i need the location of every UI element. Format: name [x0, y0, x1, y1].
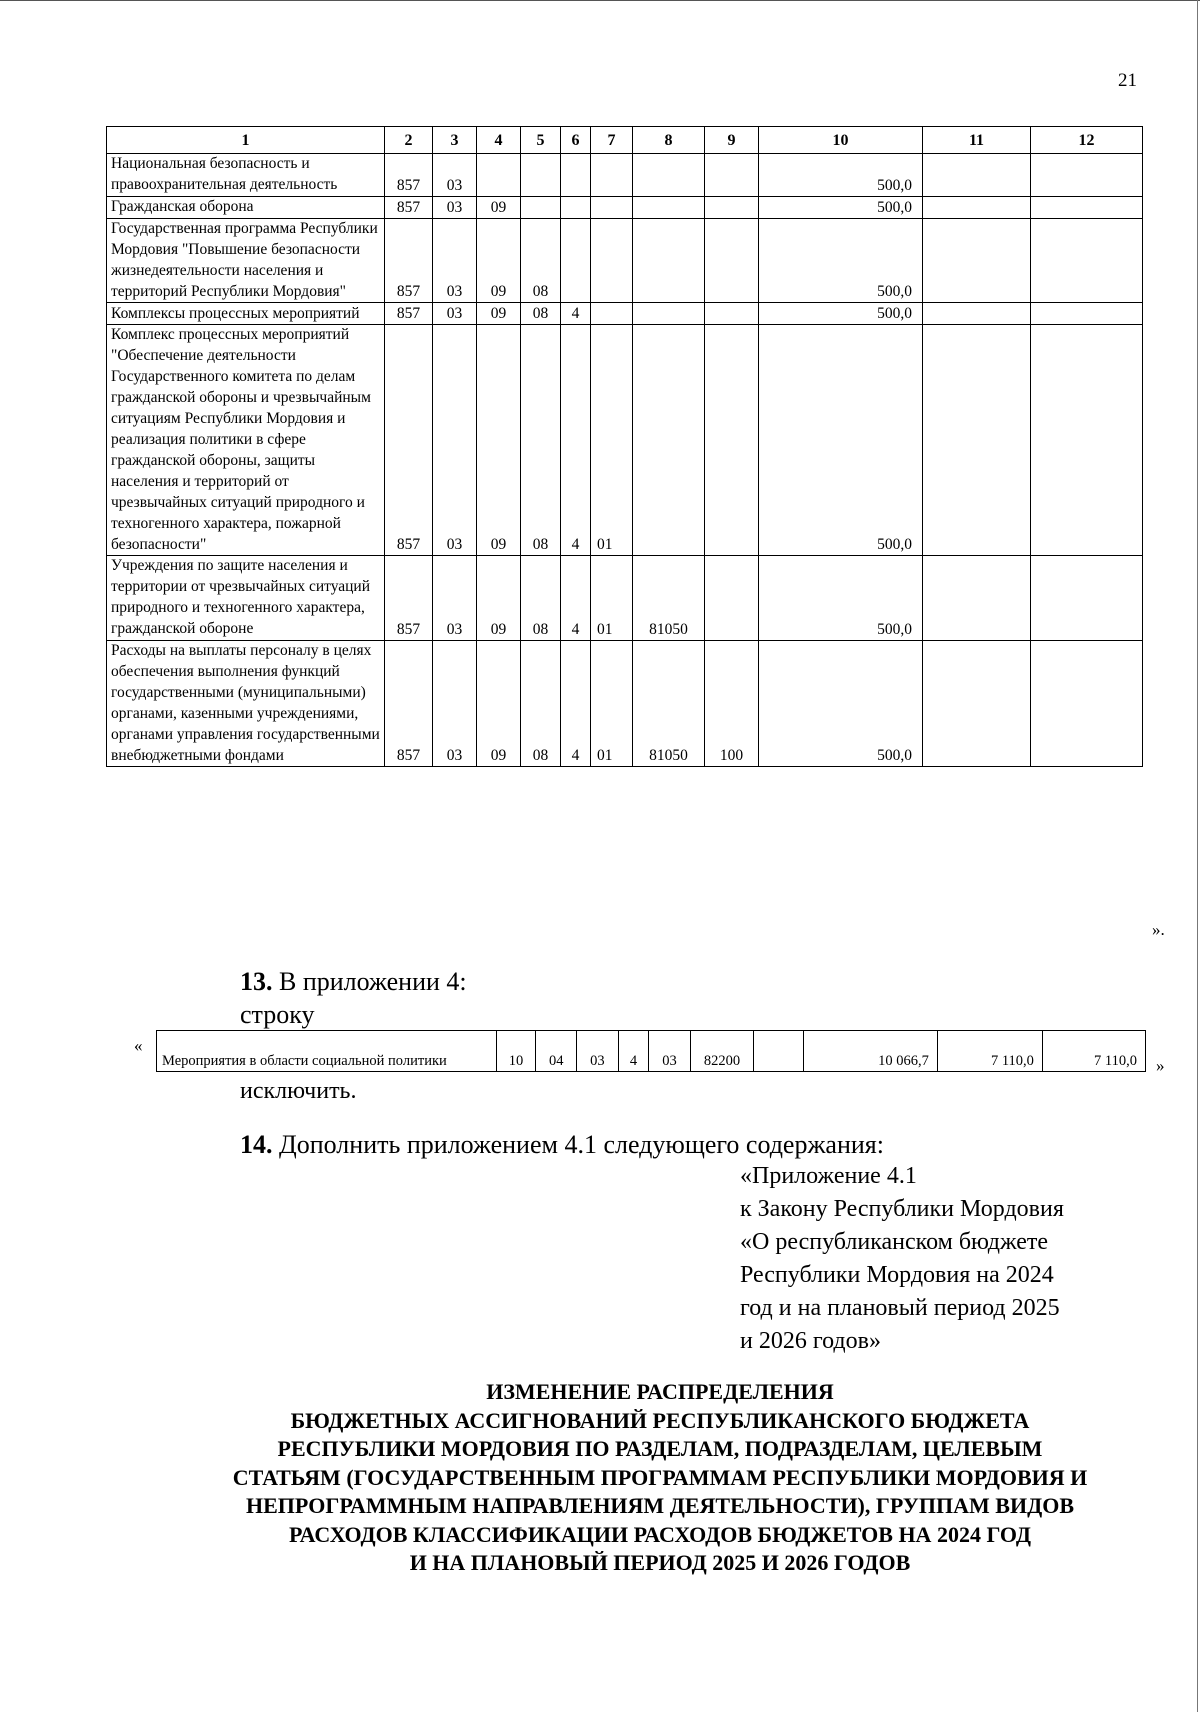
row-cell-c5: 08 — [521, 303, 561, 325]
page-number: 21 — [1118, 70, 1137, 91]
item-14-number: 14. — [240, 1130, 273, 1159]
row-cell-c2: 857 — [385, 641, 433, 767]
row-cell-c8 — [633, 218, 705, 303]
row-cell-c4: 09 — [477, 303, 521, 325]
row-cell: 04 — [536, 1031, 577, 1072]
row-cell-c9 — [705, 303, 759, 325]
row-cell-c9 — [705, 325, 759, 556]
table-header-row — [107, 127, 1143, 154]
row-cell: 82200 — [690, 1031, 754, 1072]
excluded-row-table — [156, 1030, 1146, 1072]
row-cell-c6: 4 — [561, 556, 591, 641]
row-cell-c12 — [1031, 303, 1143, 325]
row-cell-c9 — [705, 154, 759, 197]
item-13-stroku: строку — [240, 1000, 315, 1029]
row-cell-c10: 500,0 — [759, 154, 923, 197]
table-row — [107, 303, 1143, 325]
row-cell: 7 110,0 — [937, 1031, 1042, 1072]
row-cell-c8 — [633, 303, 705, 325]
row-cell-c4: 09 — [477, 641, 521, 767]
appendix-line: к Закону Республики Мордовия — [740, 1196, 1064, 1222]
row-cell-c5: 08 — [521, 325, 561, 556]
header-cell: 7 — [591, 127, 633, 154]
row-cell-c2: 857 — [385, 556, 433, 641]
table-row — [107, 154, 1143, 197]
table-row — [107, 641, 1143, 767]
table-row — [107, 218, 1143, 303]
row-cell-c9 — [705, 556, 759, 641]
heading-line: ИЗМЕНЕНИЕ РАСПРЕДЕЛЕНИЯ — [486, 1379, 834, 1404]
row-cell-c4: 09 — [477, 218, 521, 303]
row-description: Гражданская оборона — [107, 196, 385, 218]
row-cell-c11 — [923, 218, 1031, 303]
row-cell-c11 — [923, 303, 1031, 325]
heading-line: РАСХОДОВ КЛАССИФИКАЦИИ РАСХОДОВ БЮДЖЕТОВ НА 2024 ГОД — [288, 1521, 1032, 1547]
row-cell-c4: 09 — [477, 556, 521, 641]
row-cell-c9 — [705, 196, 759, 218]
row-cell-c2: 857 — [385, 196, 433, 218]
row-cell-c7 — [591, 303, 633, 325]
row-cell-c5: 08 — [521, 218, 561, 303]
row-cell-c8 — [633, 325, 705, 556]
heading-line: РЕСПУБЛИКИ МОРДОВИЯ ПО РАЗДЕЛАМ, ПОДРАЗДЕЛАМ, ЦЕЛЕВЫМ — [277, 1436, 1043, 1461]
item-13 — [240, 966, 467, 998]
row-description: Комплексы процессных мероприятий — [107, 303, 385, 325]
row-cell-c12 — [1031, 556, 1143, 641]
row-cell-c8: 81050 — [633, 641, 705, 767]
header-cell: 12 — [1031, 127, 1143, 154]
row-cell-c7 — [591, 154, 633, 197]
row-cell: 10 — [496, 1031, 535, 1072]
table-row — [107, 556, 1143, 641]
heading-line: БЮДЖЕТНЫХ АССИГНОВАНИЙ РЕСПУБЛИКАНСКОГО БЮДЖЕТА — [290, 1407, 1030, 1433]
row-cell-c12 — [1031, 325, 1143, 556]
row-cell-c2: 857 — [385, 154, 433, 197]
row-cell-c6 — [561, 154, 591, 197]
row-cell-c12 — [1031, 641, 1143, 767]
row-cell: 03 — [577, 1031, 618, 1072]
row-cell-c7: 01 — [591, 325, 633, 556]
row-cell: 10 066,7 — [803, 1031, 937, 1072]
row-cell-c6: 4 — [561, 641, 591, 767]
appendix-line: «О республиканском бюджете — [740, 1229, 1049, 1255]
header-cell: 6 — [561, 127, 591, 154]
row-cell-c10: 500,0 — [759, 325, 923, 556]
row-cell-c4: 09 — [477, 325, 521, 556]
row-cell-c9 — [705, 218, 759, 303]
row-cell — [754, 1031, 803, 1072]
appendix-line: и 2026 годов» — [740, 1328, 881, 1354]
row-open-quote: « — [134, 1036, 143, 1055]
heading-line: НЕПРОГРАММНЫМ НАПРАВЛЕНИЯМ ДЕЯТЕЛЬНОСТИ), ГРУППАМ ВИДОВ — [246, 1493, 1074, 1518]
item-13-text: В приложении 4: — [272, 967, 467, 996]
row-cell-c9: 100 — [705, 641, 759, 767]
row-cell-c11 — [923, 556, 1031, 641]
header-cell: 8 — [633, 127, 705, 154]
header-cell: 3 — [433, 127, 477, 154]
row-cell-c12 — [1031, 196, 1143, 218]
table-row — [107, 325, 1143, 556]
row-cell-c11 — [923, 196, 1031, 218]
row-cell-c7 — [591, 196, 633, 218]
appendix-reference — [740, 1160, 1064, 1358]
row-cell-c10: 500,0 — [759, 196, 923, 218]
row-description: Комплекс процессных мероприятий "Обеспечение деятельности Государственного комитета по делам гражданской обороны и чрезвычайным ситуациям Республики Мордовия и реализация политики в сфере гражданской обороны, защиты населения и территорий от чрезвычайных ситуаций природного и техногенного характера, пожарной безопасности" — [107, 325, 385, 556]
row-close-quote: » — [1156, 1056, 1165, 1075]
row-cell-c3: 03 — [433, 218, 477, 303]
row-cell-c3: 03 — [433, 556, 477, 641]
heading-line: СТАТЬЯМ (ГОСУДАРСТВЕННЫМ ПРОГРАММАМ РЕСПУБЛИКИ МОРДОВИЯ И — [232, 1464, 1088, 1490]
budget-table — [106, 126, 1143, 767]
row-description: Государственная программа Республики Мордовия "Повышение безопасности жизнедеятельности населения и территорий Республики Мордовия" — [107, 218, 385, 303]
row-cell-c10: 500,0 — [759, 556, 923, 641]
row-cell-c5 — [521, 154, 561, 197]
row-cell-c7: 01 — [591, 641, 633, 767]
row-cell-c10: 500,0 — [759, 641, 923, 767]
row-cell-c5 — [521, 196, 561, 218]
appendix-line: «Приложение 4.1 — [740, 1163, 917, 1189]
row-cell-c6 — [561, 196, 591, 218]
header-cell: 11 — [923, 127, 1031, 154]
heading-line: И НА ПЛАНОВЫЙ ПЕРИОД 2025 И 2026 ГОДОВ — [409, 1550, 911, 1575]
row-description: Национальная безопасность и правоохранительная деятельность — [107, 154, 385, 197]
table-closing-quote: ». — [1152, 920, 1165, 939]
appendix-line: Республики Мордовия на 2024 — [740, 1262, 1054, 1288]
row-cell: 4 — [618, 1031, 649, 1072]
row-cell: 7 110,0 — [1042, 1031, 1145, 1072]
scan-border-top — [0, 0, 1200, 1]
row-cell-c7: 01 — [591, 556, 633, 641]
row-cell-c11 — [923, 641, 1031, 767]
header-cell: 9 — [705, 127, 759, 154]
header-cell: 1 — [107, 127, 385, 154]
exclude-text: исключить. — [240, 1078, 357, 1104]
row-cell-c2: 857 — [385, 218, 433, 303]
row-cell-c8 — [633, 154, 705, 197]
row-cell-c6: 4 — [561, 325, 591, 556]
row-cell-c11 — [923, 154, 1031, 197]
row-cell-c6: 4 — [561, 303, 591, 325]
row-description: Учреждения по защите населения и территории от чрезвычайных ситуаций природного и техногенного характера, гражданской обороне — [107, 556, 385, 641]
row-cell-c6 — [561, 218, 591, 303]
row-description: Расходы на выплаты персоналу в целях обеспечения выполнения функций государственными (муниципальными) органами, казенными учреждениями, органами управления государственными внебюджетными фондами — [107, 641, 385, 767]
table-row — [107, 196, 1143, 218]
row-cell-c3: 03 — [433, 154, 477, 197]
item-14-text: Дополнить приложением 4.1 следующего содержания: — [272, 1130, 884, 1159]
row-cell-c2: 857 — [385, 325, 433, 556]
row-cell-c7 — [591, 218, 633, 303]
row-cell-c2: 857 — [385, 303, 433, 325]
table-row — [157, 1031, 1146, 1072]
row-cell-c12 — [1031, 154, 1143, 197]
header-cell: 5 — [521, 127, 561, 154]
document-heading — [120, 1378, 1200, 1578]
header-cell: 4 — [477, 127, 521, 154]
header-cell: 10 — [759, 127, 923, 154]
header-cell: 2 — [385, 127, 433, 154]
row-cell-c4: 09 — [477, 196, 521, 218]
row-desc: Мероприятия в области социальной политики — [157, 1031, 497, 1072]
row-cell-c3: 03 — [433, 641, 477, 767]
appendix-line: год и на плановый период 2025 — [740, 1295, 1060, 1321]
row-cell-c12 — [1031, 218, 1143, 303]
row-cell-c3: 03 — [433, 325, 477, 556]
row-cell-c10: 500,0 — [759, 303, 923, 325]
item-13-number: 13. — [240, 967, 273, 996]
row-cell-c5: 08 — [521, 641, 561, 767]
row-cell-c4 — [477, 154, 521, 197]
row-cell: 03 — [649, 1031, 690, 1072]
row-cell-c8 — [633, 196, 705, 218]
row-cell-c11 — [923, 325, 1031, 556]
row-cell-c5: 08 — [521, 556, 561, 641]
item-14 — [240, 1130, 884, 1160]
row-cell-c10: 500,0 — [759, 218, 923, 303]
row-cell-c3: 03 — [433, 196, 477, 218]
row-cell-c3: 03 — [433, 303, 477, 325]
row-cell-c8: 81050 — [633, 556, 705, 641]
